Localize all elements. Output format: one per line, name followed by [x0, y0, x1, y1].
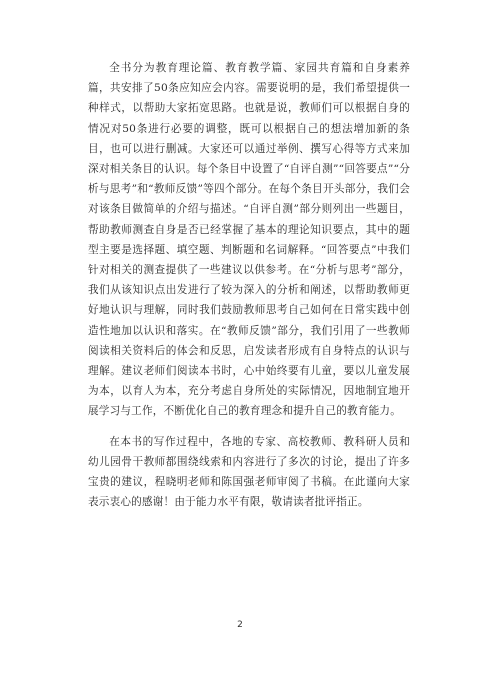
page-number: 2 — [237, 620, 243, 630]
body-text — [88, 58, 410, 512]
paragraph-acknowledgements: 在本书的写作过程中，各地的专家、高校教师、教科研人员和幼儿园骨干教师都围绕线索和内容进行了多次的讨论，提出了许多宝贵的建议，程晓明老师和陈国强老师审阅了书稿。在此谨向大家表示衷心的感谢！由于能力水平有限，敬请读者批评指正。 — [88, 435, 410, 509]
paragraph-overview: 全书分为教育理论篇、教育教学篇、家园共育篇和自身素养篇，共安排了50条应知应会内容。需要说明的是，我们希望提供一种样式，以帮助大家拓宽思路。也就是说，教师们可以根据自身的情况对50条进行必要的调整，既可以根据自己的想法增加新的条目，也可以进行删减。大家还可以通过举例、撰写心得等方式来加深对相关条目的认识。每个条目中设置了“自评自测”“回答要点”“分析与思考”和“教师反馈”等四个部分。在每个条目开头部分，我们会对该条目做简单的介绍与描述。“自评自测”部分则列出一些题目，帮助教师测查自身是否已经掌握了基本的理论知识要点，其中的题型主要是选择题、填空题、判断题和名词解释。“回答要点”中我们针对相关的测查提供了一些建议以供参考。在“分析与思考”部分，我们从该知识点出发进行了较为深入的分析和阐述，以帮助教师更好地认识与理解，同时我们鼓励教师思考自己如何在日常实践中创造性地加以认识和落实。在“教师反馈”部分，我们引用了一些教师阅读相关资料后的体会和反思，启发读者形成有自身特点的认识与理解。建议老师们阅读本书时，心中始终要有儿童，要以儿童发展为本，以育人为本，充分考虑自身所处的实际情况，因地制宜地开展学习与工作，不断优化自己的教育理念和提升自己的教育能力。 — [88, 62, 410, 418]
